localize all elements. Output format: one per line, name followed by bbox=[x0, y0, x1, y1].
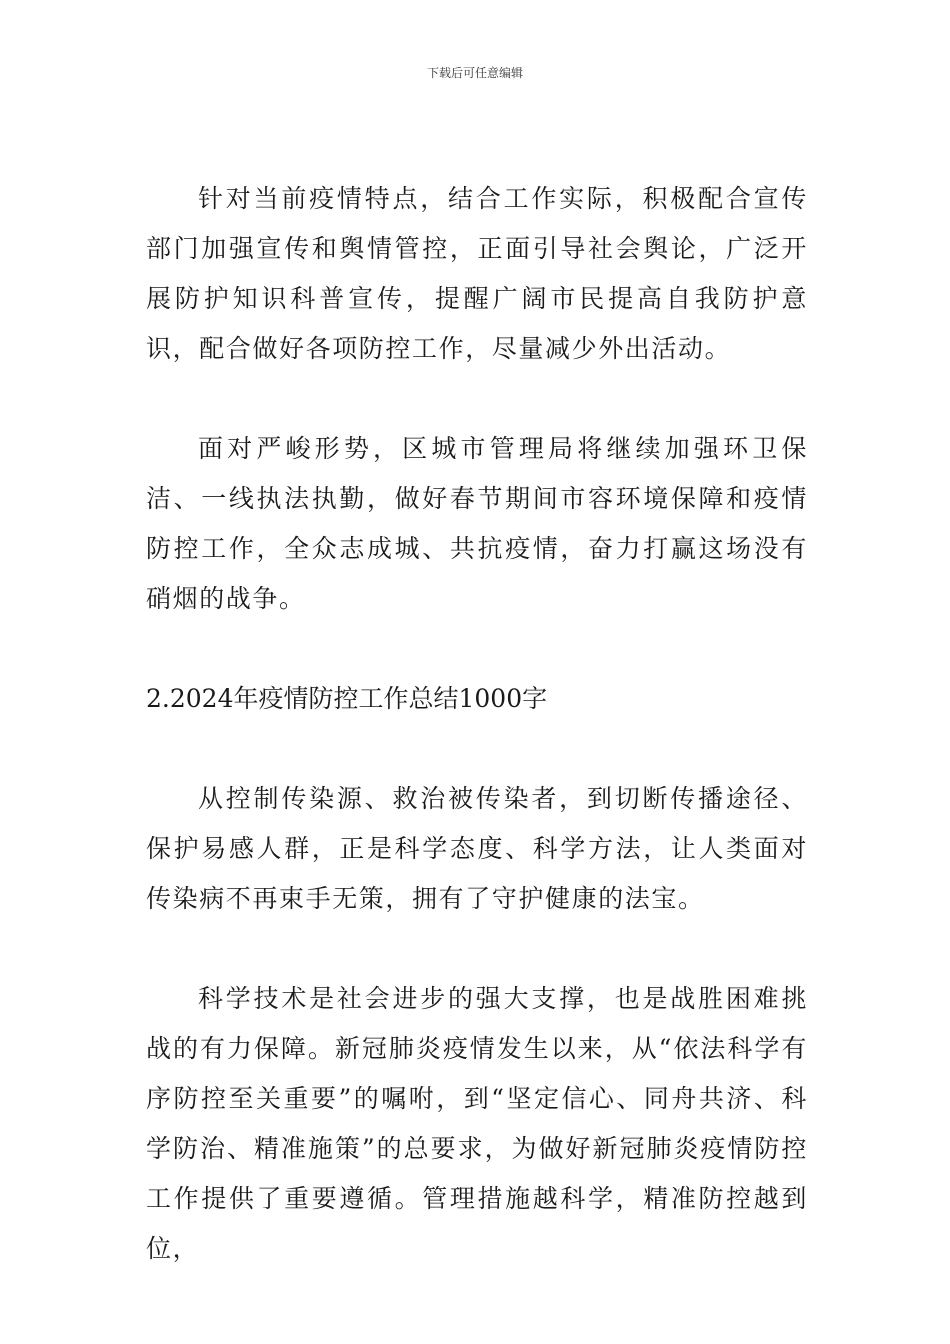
document-body bbox=[146, 174, 808, 1274]
paragraph-gap bbox=[146, 924, 808, 974]
paragraph-science-technology: 科学技术是社会进步的强大支撑，也是战胜困难挑战的有力保障。新冠肺炎疫情发生以来，从“依法科学有序防控至关重要”的嘱咐，到“坚定信心、同舟共济、科学防治、精准施策”的总要求，为做好新冠肺炎疫情防控工作提供了重要遵循。管理措施越科学，精准防控越到位， bbox=[146, 984, 808, 1263]
paragraph-epidemic-publicity: 针对当前疫情特点，结合工作实际，积极配合宣传部门加强宣传和舆情管控，正面引导社会舆论，广泛开展防护知识科普宣传，提醒广阔市民提高自我防护意识，配合做好各项防控工作，尽量减少外出活动。 bbox=[146, 184, 808, 363]
paragraph-infection-control: 从控制传染源、救治被传染者，到切断传播途径、保护易感人群，正是科学态度、科学方法，让人类面对传染病不再束手无策，拥有了守护健康的法宝。 bbox=[146, 784, 808, 913]
section-heading: 2.2024年疫情防控工作总结1000字 bbox=[146, 684, 548, 713]
paragraph-gap bbox=[146, 724, 808, 774]
paragraph-city-management: 面对严峻形势，区城市管理局将继续加强环卫保洁、一线执法执勤，做好春节期间市容环境保障和疫情防控工作，全众志成城、共抗疫情，奋力打赢这场没有硝烟的战争。 bbox=[146, 434, 808, 613]
paragraph-gap bbox=[146, 374, 808, 424]
paragraph-gap bbox=[146, 624, 808, 674]
page-header: 下载后可任意编辑 bbox=[426, 66, 523, 80]
